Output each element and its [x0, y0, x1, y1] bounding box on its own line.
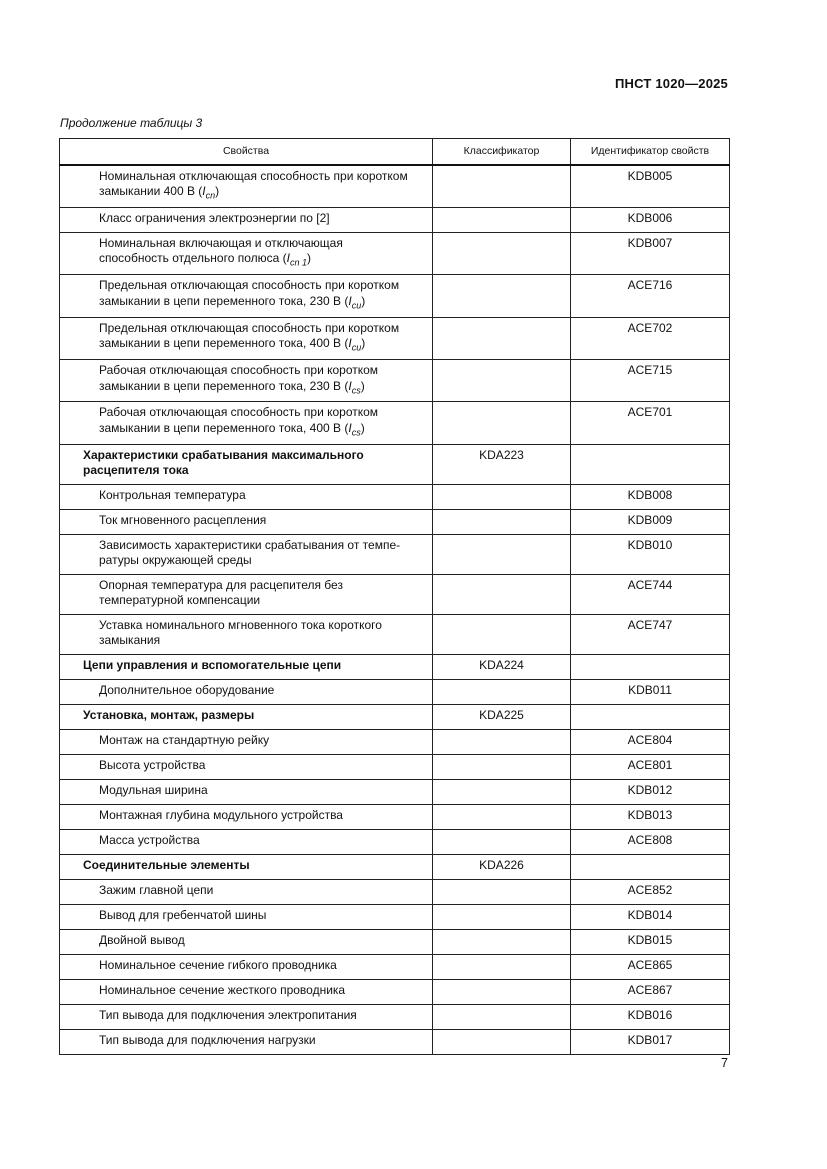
- classifier-cell: [433, 484, 571, 509]
- property-name-line: Соединительные элементы: [83, 857, 250, 872]
- property-name-cell: [60, 275, 433, 317]
- property-name-line: Модульная ширина: [99, 782, 208, 797]
- table-row: [60, 904, 730, 929]
- classifier-cell: [433, 360, 571, 402]
- property-name-cell: [60, 509, 433, 534]
- property-name-line: Тип вывода для подключения нагрузки: [99, 1032, 316, 1047]
- property-name-line: Монтаж на стандартную рейку: [99, 732, 270, 747]
- classifier-cell: [433, 879, 571, 904]
- classifier-cell: KDA225: [433, 704, 571, 729]
- table-row: [60, 574, 730, 614]
- table-group-row: [60, 854, 730, 879]
- classifier-cell: [433, 904, 571, 929]
- property-name-line: Монтажная глубина модульного устройства: [99, 807, 343, 822]
- classifier-cell: [433, 509, 571, 534]
- property-name-line: Масса устройства: [99, 832, 200, 847]
- property-name-cell: [60, 754, 433, 779]
- property-name-cell: [60, 929, 433, 954]
- table-group-row: [60, 654, 730, 679]
- identifier-cell: KDB015: [571, 929, 730, 954]
- property-name-cell: [60, 704, 433, 729]
- table-row: [60, 317, 730, 359]
- property-name-cell: [60, 954, 433, 979]
- table-row: [60, 232, 730, 274]
- property-name-cell: [60, 654, 433, 679]
- property-name-cell: [60, 574, 433, 614]
- identifier-cell: ACE852: [571, 879, 730, 904]
- table-row: [60, 207, 730, 232]
- classifier-cell: KDA223: [433, 444, 571, 484]
- property-name-cell: [60, 484, 433, 509]
- identifier-cell: [571, 654, 730, 679]
- property-name-cell: [60, 829, 433, 854]
- property-name-line: Номинальное сечение жесткого проводника: [99, 982, 346, 997]
- classifier-cell: [433, 754, 571, 779]
- classifier-cell: [433, 534, 571, 574]
- table-row: [60, 779, 730, 804]
- table-row: [60, 954, 730, 979]
- identifier-cell: KDB006: [571, 207, 730, 232]
- classifier-cell: [433, 779, 571, 804]
- column-header-properties: Свойства: [60, 139, 433, 165]
- identifier-cell: KDB017: [571, 1029, 730, 1054]
- classifier-cell: [433, 165, 571, 208]
- identifier-cell: ACE744: [571, 574, 730, 614]
- property-name-line: Рабочая отключающая способность при коротком: [99, 363, 379, 378]
- table-row: [60, 1004, 730, 1029]
- property-name-line: Цепи управления и вспомогательные цепи: [83, 657, 342, 672]
- property-name-line: Дополнительное оборудование: [99, 682, 275, 697]
- property-name-cell: [60, 779, 433, 804]
- identifier-cell: KDB016: [571, 1004, 730, 1029]
- property-name-line: ратуры окружающей среды: [99, 553, 252, 568]
- identifier-cell: ACE716: [571, 275, 730, 317]
- classifier-cell: KDA224: [433, 654, 571, 679]
- property-name-line: Двойной вывод: [99, 932, 185, 947]
- table-row: [60, 979, 730, 1004]
- column-header-identifier: Идентификатор свойств: [571, 139, 730, 165]
- table-row: [60, 509, 730, 534]
- property-name-line: Тип вывода для подключения электропитания: [99, 1007, 357, 1022]
- property-name-line: температурной компенсации: [99, 593, 261, 608]
- identifier-cell: ACE715: [571, 360, 730, 402]
- property-name-cell: [60, 729, 433, 754]
- property-name-cell: [60, 614, 433, 654]
- identifier-cell: KDB008: [571, 484, 730, 509]
- table-group-row: [60, 444, 730, 484]
- identifier-cell: KDB010: [571, 534, 730, 574]
- property-name-cell: [60, 444, 433, 484]
- classifier-cell: [433, 275, 571, 317]
- classifier-cell: [433, 979, 571, 1004]
- table-row: [60, 165, 730, 208]
- property-name-line: Зажим главной цепи: [99, 882, 214, 897]
- classifier-cell: [433, 317, 571, 359]
- identifier-cell: ACE702: [571, 317, 730, 359]
- property-name-cell: [60, 402, 433, 444]
- property-name-line: замыкании в цепи переменного тока, 400 В $(I_{cu})$: [99, 336, 366, 353]
- property-name-cell: [60, 360, 433, 402]
- property-name-line: Предельная отключающая способность при коротком: [99, 320, 400, 335]
- classifier-cell: [433, 614, 571, 654]
- property-name-line: замыкании в цепи переменного тока, 400 В $(I_{cs})$: [99, 420, 365, 438]
- property-name-line: Класс ограничения электроэнергии по [2]: [99, 210, 330, 225]
- property-name-cell: [60, 165, 433, 208]
- classifier-cell: [433, 207, 571, 232]
- classifier-cell: [433, 829, 571, 854]
- identifier-cell: ACE865: [571, 954, 730, 979]
- property-name-line: Установка, монтаж, размеры: [83, 707, 255, 722]
- table-caption: Продолжение таблицы 3: [60, 116, 203, 130]
- identifier-cell: ACE747: [571, 614, 730, 654]
- classifier-cell: [433, 929, 571, 954]
- property-name-cell: [60, 979, 433, 1004]
- table-row: [60, 484, 730, 509]
- property-name-line: способность отдельного полюса $(I_{cn 1})$: [99, 251, 311, 268]
- table-row: [60, 360, 730, 402]
- identifier-cell: KDB014: [571, 904, 730, 929]
- table-row: [60, 679, 730, 704]
- column-header-classifier: Классификатор: [433, 139, 571, 165]
- table-row: [60, 1029, 730, 1054]
- table-row: [60, 402, 730, 444]
- property-name-line: Номинальное сечение гибкого проводника: [99, 957, 337, 972]
- property-name-line: замыкании в цепи переменного тока, 230 В $(I_{cu})$: [99, 293, 366, 311]
- property-name-line: замыкании в цепи переменного тока, 230 В $(I_{cs})$: [99, 378, 365, 395]
- table-row: [60, 879, 730, 904]
- table-header-row: [60, 139, 730, 165]
- classifier-cell: [433, 1029, 571, 1054]
- table-group-row: [60, 704, 730, 729]
- property-name-line: замыкания: [99, 633, 161, 648]
- property-name-line: расцепителя тока: [83, 463, 189, 478]
- classifier-cell: [433, 804, 571, 829]
- identifier-cell: ACE808: [571, 829, 730, 854]
- document-code: ПНСТ 1020—2025: [615, 76, 728, 91]
- table-row: [60, 614, 730, 654]
- property-name-line: Уставка номинального мгновенного тока короткого: [99, 617, 382, 632]
- table-body: [60, 165, 730, 1055]
- property-name-line: Высота устройства: [99, 757, 206, 772]
- property-name-line: Вывод для гребенчатой шины: [99, 907, 267, 922]
- property-name-line: Ток мгновенного расцепления: [99, 512, 267, 527]
- properties-table: [59, 138, 730, 1055]
- identifier-cell: [571, 704, 730, 729]
- property-name-cell: [60, 317, 433, 359]
- identifier-cell: ACE804: [571, 729, 730, 754]
- property-name-line: Предельная отключающая способность при коротком: [99, 278, 400, 293]
- classifier-cell: [433, 729, 571, 754]
- table-row: [60, 534, 730, 574]
- classifier-cell: [433, 679, 571, 704]
- property-name-cell: [60, 1004, 433, 1029]
- identifier-cell: ACE801: [571, 754, 730, 779]
- identifier-cell: ACE867: [571, 979, 730, 1004]
- property-name-cell: [60, 804, 433, 829]
- property-name-line: Опорная температура для расцепителя без: [99, 577, 343, 592]
- classifier-cell: [433, 574, 571, 614]
- table-row: [60, 829, 730, 854]
- table-row: [60, 275, 730, 317]
- property-name-line: Номинальная включающая и отключающая: [99, 235, 343, 250]
- property-name-cell: [60, 1029, 433, 1054]
- identifier-cell: KDB011: [571, 679, 730, 704]
- table-row: [60, 929, 730, 954]
- property-name-line: Характеристики срабатывания максимального: [83, 447, 364, 462]
- property-name-line: Контрольная температура: [99, 487, 246, 502]
- classifier-cell: [433, 232, 571, 274]
- property-name-cell: [60, 904, 433, 929]
- property-name-line: замыкании 400 В $(I_{cn})$: [99, 184, 220, 201]
- property-name-cell: [60, 679, 433, 704]
- classifier-cell: [433, 402, 571, 444]
- table-row: [60, 729, 730, 754]
- identifier-cell: KDB009: [571, 509, 730, 534]
- property-name-line: Зависимость характеристики срабатывания от темпе-: [99, 537, 401, 552]
- table-row: [60, 804, 730, 829]
- identifier-cell: ACE701: [571, 402, 730, 444]
- property-name-cell: [60, 232, 433, 274]
- table-row: [60, 754, 730, 779]
- property-name-cell: [60, 854, 433, 879]
- page-number: 7: [721, 1056, 728, 1070]
- identifier-cell: KDB005: [571, 165, 730, 208]
- identifier-cell: KDB012: [571, 779, 730, 804]
- identifier-cell: [571, 854, 730, 879]
- property-name-cell: [60, 879, 433, 904]
- property-name-cell: [60, 207, 433, 232]
- classifier-cell: KDA226: [433, 854, 571, 879]
- property-name-line: Рабочая отключающая способность при коротком: [99, 405, 379, 420]
- classifier-cell: [433, 954, 571, 979]
- property-name-line: Номинальная отключающая способность при коротком: [99, 168, 408, 183]
- identifier-cell: KDB013: [571, 804, 730, 829]
- property-name-cell: [60, 534, 433, 574]
- identifier-cell: [571, 444, 730, 484]
- identifier-cell: KDB007: [571, 232, 730, 274]
- classifier-cell: [433, 1004, 571, 1029]
